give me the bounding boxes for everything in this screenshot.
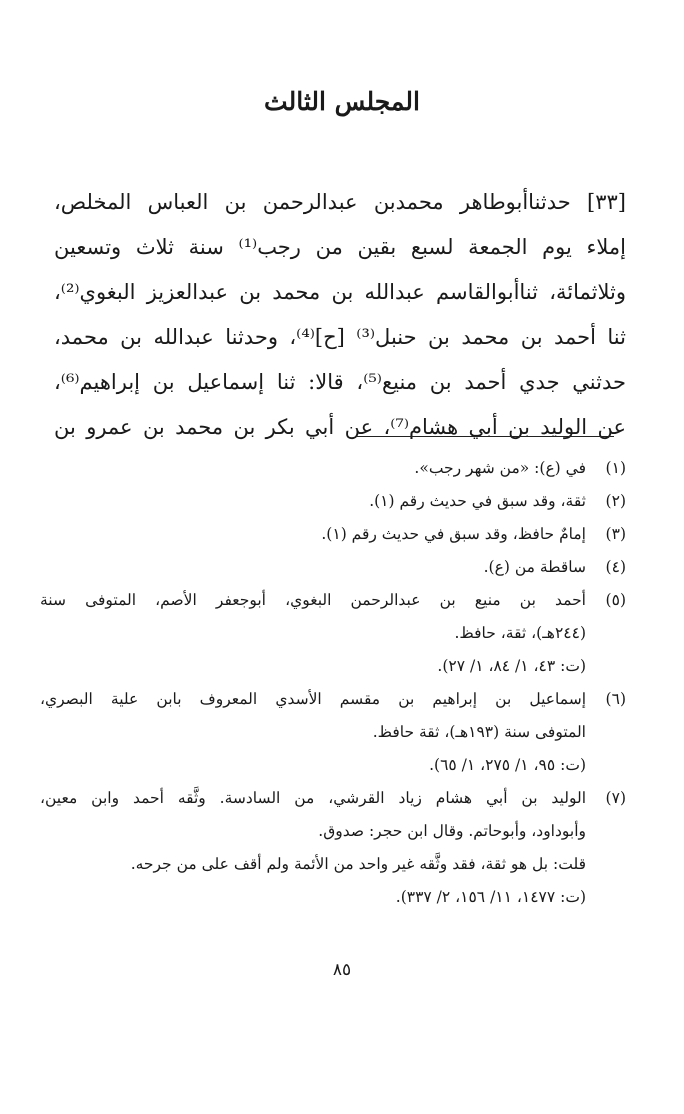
text-line: وثلاثمائة، ثناأبوالقاسم عبدالله بن محمد بن عبدالعزيز البغوي⁽²⁾، (54, 280, 626, 304)
page-title: المجلس الثالث (264, 87, 420, 116)
footnote (40, 782, 626, 914)
page-number: ٨٥ (332, 960, 352, 980)
footnote-line: (ت: ٩٥، ١/ ٢٧٥، ١/ ٦٥). (429, 756, 586, 774)
footnote-line: (ت: ١٤٧٧، ١١/ ١٥٦، ٢/ ٣٣٧). (395, 888, 586, 906)
footnote-number: (٣) (605, 525, 626, 543)
footnote-number: (٢) (605, 492, 626, 510)
footnote-line: إمامٌ حافظ، وقد سبق في حديث رقم (١). (321, 525, 586, 543)
text-line: ثنا أحمد بن محمد بن حنبل⁽³⁾ [ح]⁽⁴⁾، وحدثنا عبدالله بن محمد، (54, 325, 626, 349)
footnote-line: في (ع): «من شهر رجب». (414, 459, 586, 477)
footnote (40, 518, 626, 551)
footnote-line: المتوفى سنة (١٩٣هـ)، ثقة حافظ. (372, 723, 586, 741)
text-line: حدثني جدي أحمد بن منيع⁽⁵⁾، قالا: ثنا إسماعيل بن إبراهيم⁽⁶⁾، (54, 370, 626, 394)
footnote (40, 683, 626, 782)
footnote-number: (١) (605, 459, 626, 477)
footnotes (40, 452, 626, 914)
footnote-line: قلت: بل هو ثقة، فقد وثَّقه غير واحد من الأئمة ولم أقف على من جرحه. (130, 855, 586, 873)
footnote-line: (٢٤٤هـ)، ثقة، حافظ. (454, 624, 586, 642)
footnote-number: (٤) (605, 558, 626, 576)
footnote-line: وأبوداود، وأبوحاتم. وقال ابن حجر: صدوق. (318, 822, 586, 840)
footnote-line: الوليد بن أبي هشام زياد القرشي، من السادسة. وثَّقه أحمد وابن معين، (40, 789, 586, 807)
footnote-line: إسماعيل بن إبراهيم بن مقسم الأسدي المعروف بابن علية البصري، (40, 690, 586, 708)
text-line: إملاء يوم الجمعة لسبع بقين من رجب⁽¹⁾ سنة ثلاث وتسعين (54, 235, 626, 259)
hadith-text (54, 180, 626, 450)
text-line: عن الوليد بن أبي هشام⁽⁷⁾، عن أبي بكر بن محمد بن عمرو بن (54, 415, 626, 439)
footnote-number: (٧) (605, 789, 626, 807)
footnote-number: (٦) (605, 690, 626, 708)
footnote (40, 485, 626, 518)
footnote-line: ساقطة من (ع). (483, 558, 586, 576)
footnote-line: أحمد بن منيع بن عبدالرحمن البغوي، أبوجعفر الأصم، المتوفى سنة (40, 591, 586, 609)
footnote (40, 584, 626, 683)
footnote-divider (356, 436, 614, 437)
footnote-number: (٥) (605, 591, 626, 609)
footnote-line: ثقة، وقد سبق في حديث رقم (١). (369, 492, 586, 510)
footnote-line: (ت: ٤٣، ١/ ٨٤، ١/ ٢٧). (437, 657, 586, 675)
footnote (40, 452, 626, 485)
text-line: [٣٣] حدثناأبوطاهر محمدبن عبدالرحمن بن العباس المخلص، (54, 190, 626, 214)
footnote (40, 551, 626, 584)
